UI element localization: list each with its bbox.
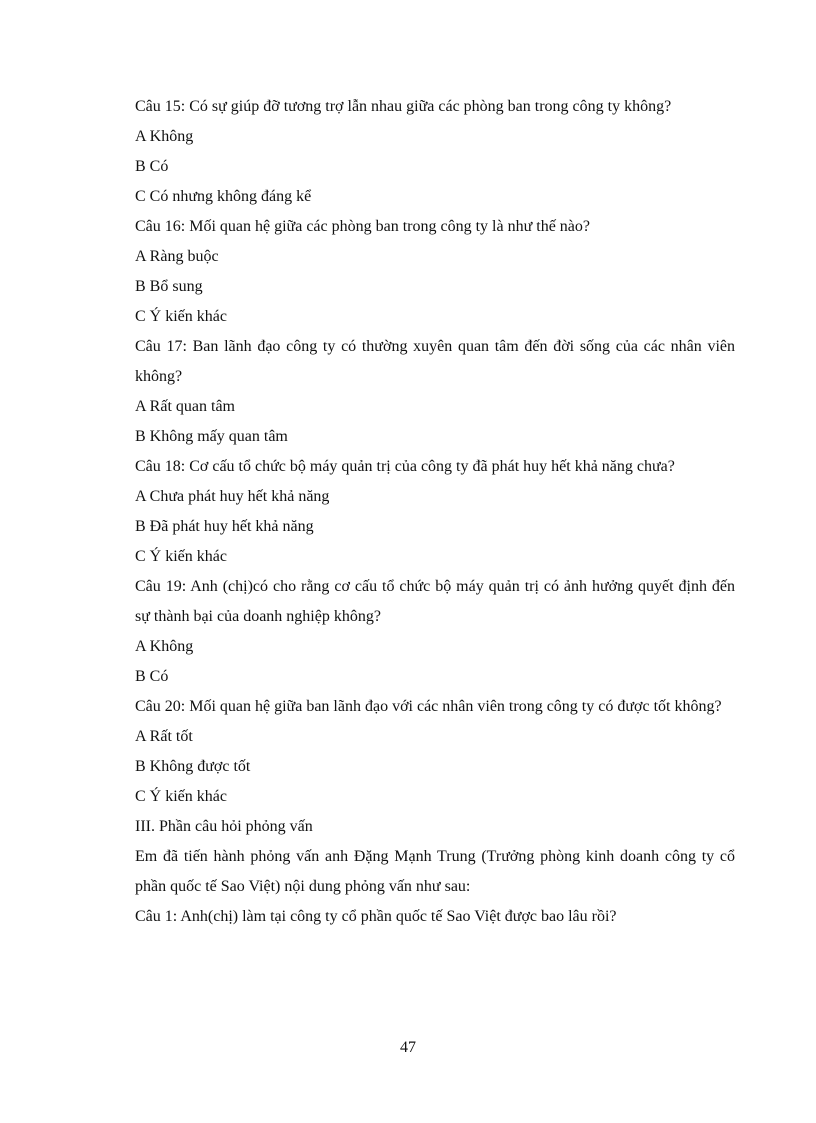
question-18-option-c: C Ý kiến khác bbox=[135, 548, 227, 565]
question-19-option-b: B Có bbox=[135, 668, 169, 685]
question-15: Câu 15: Có sự giúp đỡ tương trợ lẫn nhau giữa các phòng ban trong công ty không? bbox=[135, 98, 672, 115]
question-16-option-b: B Bổ sung bbox=[135, 278, 203, 295]
question-15-option-c: C Có nhưng không đáng kể bbox=[135, 188, 312, 205]
question-15-option-b: B Có bbox=[135, 158, 169, 175]
question-20-option-c: C Ý kiến khác bbox=[135, 788, 227, 805]
question-17-option-a: A Rất quan tâm bbox=[135, 398, 235, 415]
question-20-option-b: B Không được tốt bbox=[135, 758, 251, 775]
question-20-option-a: A Rất tốt bbox=[135, 728, 193, 745]
question-20: Câu 20: Mối quan hệ giữa ban lãnh đạo với các nhân viên trong công ty có được tốt không? bbox=[135, 698, 722, 715]
question-18: Câu 18: Cơ cấu tổ chức bộ máy quản trị của công ty đã phát huy hết khả năng chưa? bbox=[135, 458, 675, 475]
document-body bbox=[135, 92, 735, 932]
question-19: Câu 19: Anh (chị)có cho rằng cơ cấu tổ chức bộ máy quản trị có ảnh hưởng quyết định đến sự thành bại của doanh nghiệp không? bbox=[135, 578, 735, 625]
question-16-option-a: A Ràng buộc bbox=[135, 248, 219, 265]
page-number: 47 bbox=[400, 1039, 416, 1056]
question-16-option-c: C Ý kiến khác bbox=[135, 308, 227, 325]
question-19-option-a: A Không bbox=[135, 638, 194, 655]
interview-question-1: Câu 1: Anh(chị) làm tại công ty cổ phần quốc tế Sao Việt được bao lâu rồi? bbox=[135, 908, 617, 925]
question-16: Câu 16: Mối quan hệ giữa các phòng ban trong công ty là như thế nào? bbox=[135, 218, 591, 235]
question-15-option-a: A Không bbox=[135, 128, 194, 145]
question-18-option-b: B Đã phát huy hết khả năng bbox=[135, 518, 314, 535]
question-17: Câu 17: Ban lãnh đạo công ty có thường xuyên quan tâm đến đời sống của các nhân viên không? bbox=[135, 338, 735, 385]
interview-intro: Em đã tiến hành phỏng vấn anh Đặng Mạnh Trung (Trưởng phòng kinh doanh công ty cổ phần quốc tế Sao Việt) nội dung phỏng vấn như sau: bbox=[135, 848, 735, 895]
question-18-option-a: A Chưa phát huy hết khả năng bbox=[135, 488, 330, 505]
question-17-option-b: B Không mấy quan tâm bbox=[135, 428, 288, 445]
section-heading: III. Phần câu hỏi phỏng vấn bbox=[135, 818, 313, 835]
